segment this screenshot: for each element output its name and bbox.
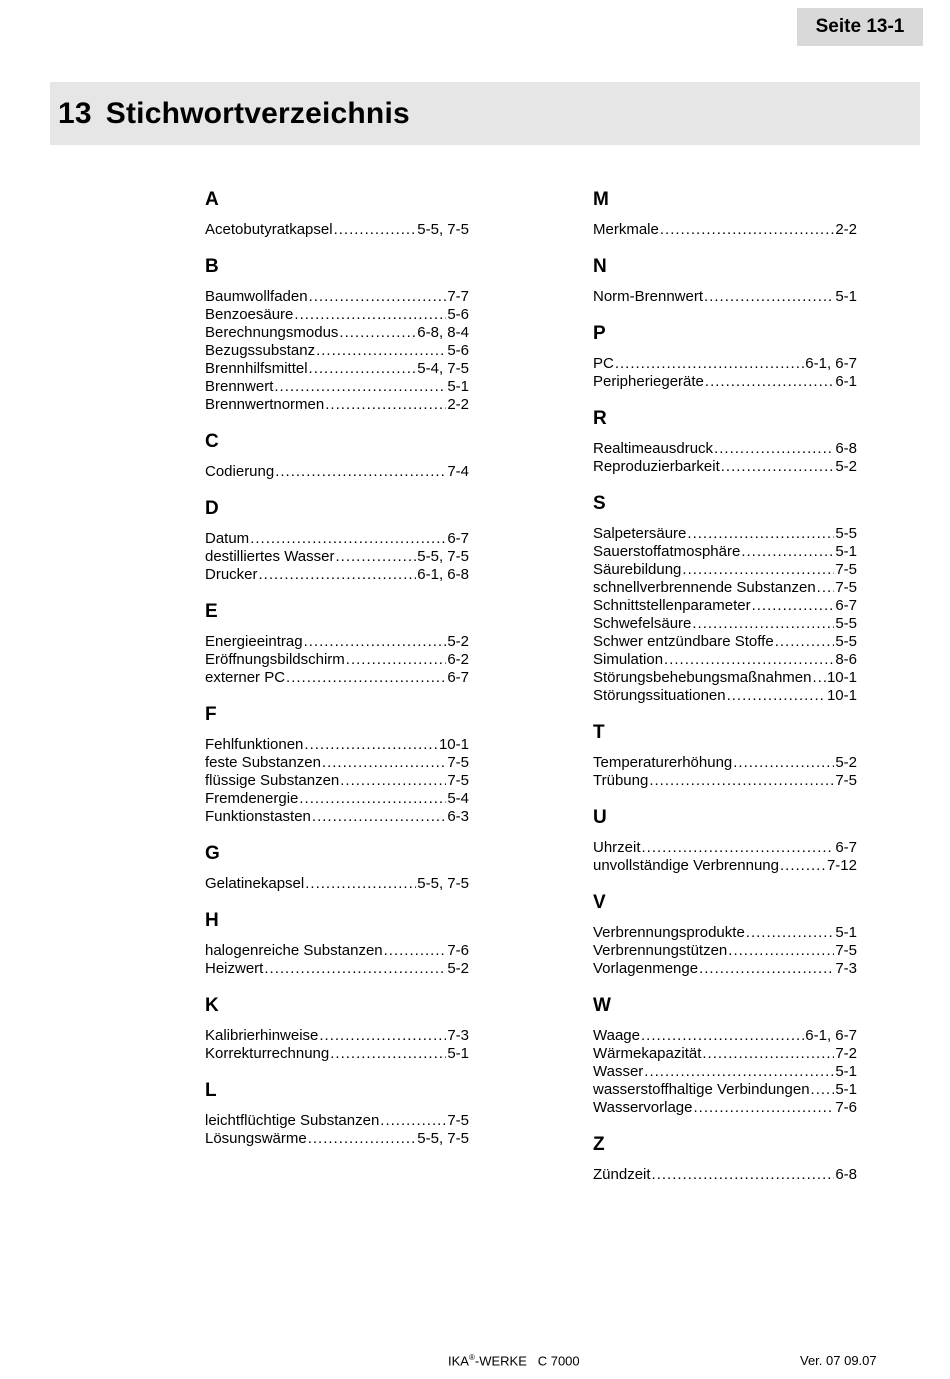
page-reference: 5-2 bbox=[447, 960, 469, 977]
dot-leader bbox=[780, 857, 826, 875]
dot-leader bbox=[682, 561, 834, 579]
dot-leader bbox=[812, 669, 825, 687]
page-reference: 6-2 bbox=[447, 651, 469, 668]
dot-leader bbox=[644, 1063, 834, 1081]
section-letter: A bbox=[205, 189, 219, 210]
dot-leader bbox=[687, 525, 834, 543]
page-reference: 5-1 bbox=[835, 288, 857, 305]
dot-leader bbox=[721, 458, 835, 476]
dot-leader bbox=[384, 942, 447, 960]
index-term: unvollständige Verbrennung bbox=[593, 857, 779, 874]
section-letter: N bbox=[593, 256, 607, 277]
index-term: Zündzeit bbox=[593, 1166, 651, 1183]
index-term: leichtflüchtige Substanzen bbox=[205, 1112, 380, 1129]
page-reference: 6-1 bbox=[835, 373, 857, 390]
index-entry bbox=[593, 221, 857, 239]
index-section-z bbox=[593, 1133, 857, 1184]
index-term: flüssige Substanzen bbox=[205, 772, 340, 789]
index-entry bbox=[205, 566, 469, 584]
dot-leader bbox=[334, 221, 417, 239]
index-term: Störungssituationen bbox=[593, 687, 726, 704]
dot-leader bbox=[699, 960, 834, 978]
index-entry bbox=[593, 1027, 857, 1045]
index-entry bbox=[205, 396, 469, 414]
page-reference: 7-2 bbox=[835, 1045, 857, 1062]
section-letter: P bbox=[593, 323, 606, 344]
index-section-f bbox=[205, 703, 469, 826]
dot-leader bbox=[305, 875, 416, 893]
section-letter: U bbox=[593, 807, 607, 828]
dot-leader bbox=[264, 960, 446, 978]
chapter-number: 13 bbox=[58, 96, 92, 130]
page-reference: 5-2 bbox=[835, 458, 857, 475]
dot-leader bbox=[775, 633, 835, 651]
page-reference: 5-1 bbox=[835, 1081, 857, 1098]
index-term: Baumwollfaden bbox=[205, 288, 308, 305]
dot-leader bbox=[312, 808, 446, 826]
index-term: Schwer entzündbare Stoffe bbox=[593, 633, 774, 650]
dot-leader bbox=[714, 440, 834, 458]
index-term: Verbrennungstützen bbox=[593, 942, 728, 959]
page-reference: 7-5 bbox=[447, 1112, 469, 1129]
index-term: externer PC bbox=[205, 669, 286, 686]
index-term: Realtimeausdruck bbox=[593, 440, 714, 457]
page-reference: 5-1 bbox=[835, 1063, 857, 1080]
section-letter: C bbox=[205, 431, 219, 452]
page-reference: 7-4 bbox=[447, 463, 469, 480]
page-reference: 7-5 bbox=[835, 942, 857, 959]
dot-leader bbox=[330, 1045, 446, 1063]
index-term: Brennhilfsmittel bbox=[205, 360, 308, 377]
index-term: Korrekturrechnung bbox=[205, 1045, 330, 1062]
index-section-p bbox=[593, 322, 857, 391]
dot-leader bbox=[752, 597, 835, 615]
page-reference: 7-5 bbox=[835, 579, 857, 596]
index-section-a bbox=[205, 188, 469, 239]
footer-version: Ver. 07 09.07 bbox=[800, 1353, 877, 1368]
page-reference: 7-5 bbox=[835, 561, 857, 578]
page-reference: 6-7 bbox=[835, 597, 857, 614]
index-entry bbox=[593, 1166, 857, 1184]
footer-brand: IKA bbox=[448, 1353, 469, 1369]
index-entry bbox=[593, 1045, 857, 1063]
index-entry bbox=[593, 543, 857, 561]
page-reference: 6-1, 6-7 bbox=[805, 1027, 857, 1044]
page-reference: 6-7 bbox=[447, 530, 469, 547]
index-term: Datum bbox=[205, 530, 250, 547]
page-reference: 6-1, 6-7 bbox=[805, 355, 857, 372]
index-section-n bbox=[593, 255, 857, 306]
section-letter: S bbox=[593, 493, 606, 514]
dot-leader bbox=[741, 543, 834, 561]
index-term: Verbrennungsprodukte bbox=[593, 924, 745, 941]
index-term: Säurebildung bbox=[593, 561, 682, 578]
section-letter: G bbox=[205, 843, 220, 864]
index-entry bbox=[593, 1081, 857, 1099]
dot-leader bbox=[275, 463, 446, 481]
index-entry bbox=[205, 875, 469, 893]
section-letter: M bbox=[593, 189, 609, 210]
index-term: feste Substanzen bbox=[205, 754, 321, 771]
index-section-d bbox=[205, 497, 469, 584]
footer-product bbox=[448, 1353, 580, 1368]
page-reference: 10-1 bbox=[826, 669, 857, 686]
page-reference: 5-5 bbox=[835, 615, 857, 632]
index-entry bbox=[205, 942, 469, 960]
index-term: Waage bbox=[593, 1027, 640, 1044]
dot-leader bbox=[325, 396, 446, 414]
index-entry bbox=[205, 736, 469, 754]
index-section-b bbox=[205, 255, 469, 414]
index-term: Vorlagenmenge bbox=[593, 960, 699, 977]
page-reference: 6-1, 6-8 bbox=[417, 566, 469, 583]
dot-leader bbox=[304, 633, 447, 651]
page-reference: 5-1 bbox=[835, 924, 857, 941]
index-term: Merkmale bbox=[593, 221, 659, 238]
index-entry bbox=[205, 342, 469, 360]
index-term: destilliertes Wasser bbox=[205, 548, 335, 565]
page-reference: 6-7 bbox=[835, 839, 857, 856]
index-entry bbox=[593, 579, 857, 597]
dot-leader bbox=[319, 1027, 446, 1045]
dot-leader bbox=[299, 790, 446, 808]
index-entry bbox=[205, 1027, 469, 1045]
footer-brand-suffix: -WERKE bbox=[474, 1353, 527, 1369]
section-letter: H bbox=[205, 910, 219, 931]
page-reference: 5-1 bbox=[447, 378, 469, 395]
footer-model: C 7000 bbox=[537, 1353, 580, 1369]
index-section-r bbox=[593, 407, 857, 476]
dot-leader bbox=[309, 288, 447, 306]
index-entry bbox=[205, 548, 469, 566]
index-entry bbox=[205, 1112, 469, 1130]
page-reference: 5-5 bbox=[835, 525, 857, 542]
index-term: Schwefelsäure bbox=[593, 615, 692, 632]
index-entry bbox=[205, 772, 469, 790]
index-entry bbox=[205, 306, 469, 324]
index-term: Peripheriegeräte bbox=[593, 373, 704, 390]
index-term: Eröffnungsbildschirm bbox=[205, 651, 345, 668]
chapter-title-bar bbox=[50, 82, 920, 145]
index-entry bbox=[205, 530, 469, 548]
page-reference: 7-5 bbox=[447, 754, 469, 771]
section-letter: K bbox=[205, 995, 219, 1016]
index-entry bbox=[593, 839, 857, 857]
index-entry bbox=[205, 1130, 469, 1148]
dot-leader bbox=[746, 924, 835, 942]
page-reference: 5-1 bbox=[835, 543, 857, 560]
index-term: Wasser bbox=[593, 1063, 644, 1080]
section-letter: F bbox=[205, 704, 217, 725]
index-entry bbox=[205, 960, 469, 978]
index-entry bbox=[593, 288, 857, 306]
index-term: Codierung bbox=[205, 463, 275, 480]
page-reference: 6-8, 8-4 bbox=[417, 324, 469, 341]
index-term: Gelatinekapsel bbox=[205, 875, 305, 892]
index-term: Lösungswärme bbox=[205, 1130, 307, 1147]
index-entry bbox=[593, 597, 857, 615]
page-reference: 5-5, 7-5 bbox=[417, 875, 469, 892]
index-term: Brennwertnormen bbox=[205, 396, 325, 413]
dot-leader bbox=[817, 579, 835, 597]
section-letter: Z bbox=[593, 1134, 605, 1155]
dot-leader bbox=[259, 566, 417, 584]
dot-leader bbox=[304, 736, 438, 754]
index-column-left bbox=[205, 188, 469, 1164]
dot-leader bbox=[693, 1099, 834, 1117]
index-term: Salpetersäure bbox=[593, 525, 687, 542]
index-entry bbox=[593, 772, 857, 790]
index-entry bbox=[205, 288, 469, 306]
page-reference: 5-4, 7-5 bbox=[417, 360, 469, 377]
index-term: Störungsbehebungsmaßnahmen bbox=[593, 669, 812, 686]
section-letter: V bbox=[593, 892, 606, 913]
dot-leader bbox=[705, 373, 834, 391]
page-reference: 5-5, 7-5 bbox=[417, 548, 469, 565]
index-column-right bbox=[593, 188, 857, 1200]
index-entry bbox=[593, 669, 857, 687]
index-term: Reproduzierbarkeit bbox=[593, 458, 720, 475]
page-reference: 5-2 bbox=[835, 754, 857, 771]
page-reference: 5-5, 7-5 bbox=[417, 1130, 469, 1147]
registered-mark: ® bbox=[468, 1353, 475, 1362]
index-entry bbox=[205, 669, 469, 687]
index-entry bbox=[205, 651, 469, 669]
index-entry bbox=[205, 360, 469, 378]
index-section-g bbox=[205, 842, 469, 893]
dot-leader bbox=[309, 360, 417, 378]
index-section-m bbox=[593, 188, 857, 239]
dot-leader bbox=[316, 342, 446, 360]
page-reference: 5-1 bbox=[447, 1045, 469, 1062]
page-reference: 6-8 bbox=[835, 1166, 857, 1183]
page-reference: 7-5 bbox=[447, 772, 469, 789]
dot-leader bbox=[660, 221, 834, 239]
page-reference: 7-6 bbox=[835, 1099, 857, 1116]
index-term: Drucker bbox=[205, 566, 258, 583]
index-section-u bbox=[593, 806, 857, 875]
index-entry bbox=[205, 633, 469, 651]
page-reference: 6-7 bbox=[447, 669, 469, 686]
index-entry bbox=[205, 378, 469, 396]
index-entry bbox=[593, 1063, 857, 1081]
index-term: Heizwert bbox=[205, 960, 264, 977]
index-term: Fremdenergie bbox=[205, 790, 299, 807]
index-section-c bbox=[205, 430, 469, 481]
page-reference: 5-6 bbox=[447, 306, 469, 323]
dot-leader bbox=[727, 687, 826, 705]
section-letter: B bbox=[205, 256, 219, 277]
index-term: Temperaturerhöhung bbox=[593, 754, 733, 771]
dot-leader bbox=[615, 355, 804, 373]
index-entry bbox=[593, 561, 857, 579]
index-entry bbox=[205, 1045, 469, 1063]
dot-leader bbox=[322, 754, 446, 772]
dot-leader bbox=[652, 1166, 835, 1184]
index-entry bbox=[593, 942, 857, 960]
page-reference: 2-2 bbox=[447, 396, 469, 413]
section-letter: W bbox=[593, 995, 611, 1016]
index-term: Benzoesäure bbox=[205, 306, 294, 323]
index-entry bbox=[593, 373, 857, 391]
dot-leader bbox=[294, 306, 446, 324]
dot-leader bbox=[340, 772, 446, 790]
index-entry bbox=[593, 440, 857, 458]
page-reference: 7-6 bbox=[447, 942, 469, 959]
index-section-s bbox=[593, 492, 857, 705]
index-term: Energieeintrag bbox=[205, 633, 303, 650]
index-term: Funktionstasten bbox=[205, 808, 311, 825]
index-entry bbox=[593, 633, 857, 651]
index-entry bbox=[593, 458, 857, 476]
page-reference: 10-1 bbox=[438, 736, 469, 753]
dot-leader bbox=[286, 669, 446, 687]
index-section-h bbox=[205, 909, 469, 978]
dot-leader bbox=[664, 651, 834, 669]
index-term: Acetobutyratkapsel bbox=[205, 221, 333, 238]
index-entry bbox=[593, 924, 857, 942]
index-entry bbox=[593, 525, 857, 543]
index-term: schnellverbrennende Substanzen bbox=[593, 579, 816, 596]
index-section-t bbox=[593, 721, 857, 790]
index-term: Fehlfunktionen bbox=[205, 736, 304, 753]
index-term: Sauerstoffatmosphäre bbox=[593, 543, 741, 560]
index-entry bbox=[593, 687, 857, 705]
index-section-l bbox=[205, 1079, 469, 1148]
page-reference: 5-5 bbox=[835, 633, 857, 650]
page-reference: 7-3 bbox=[835, 960, 857, 977]
page-reference: 5-5, 7-5 bbox=[417, 221, 469, 238]
index-term: Wärmekapazität bbox=[593, 1045, 702, 1062]
index-term: Berechnungsmodus bbox=[205, 324, 339, 341]
index-term: wasserstoffhaltige Verbindungen bbox=[593, 1081, 810, 1098]
index-section-k bbox=[205, 994, 469, 1063]
index-entry bbox=[205, 463, 469, 481]
dot-leader bbox=[339, 324, 416, 342]
page-reference: 7-5 bbox=[835, 772, 857, 789]
index-entry bbox=[205, 221, 469, 239]
index-entry bbox=[205, 754, 469, 772]
page-reference: 6-3 bbox=[447, 808, 469, 825]
page-reference: 2-2 bbox=[835, 221, 857, 238]
index-entry bbox=[593, 615, 857, 633]
index-term: Brennwert bbox=[205, 378, 274, 395]
index-term: Schnittstellenparameter bbox=[593, 597, 751, 614]
dot-leader bbox=[811, 1081, 835, 1099]
index-term: Wasservorlage bbox=[593, 1099, 693, 1116]
index-entry bbox=[593, 857, 857, 875]
dot-leader bbox=[346, 651, 447, 669]
index-term: Uhrzeit bbox=[593, 839, 641, 856]
dot-leader bbox=[642, 839, 835, 857]
index-term: Bezugssubstanz bbox=[205, 342, 316, 359]
page-reference: 7-7 bbox=[447, 288, 469, 305]
dot-leader bbox=[274, 378, 446, 396]
dot-leader bbox=[728, 942, 834, 960]
index-entry bbox=[593, 960, 857, 978]
index-term: Kalibrierhinweise bbox=[205, 1027, 319, 1044]
index-section-e bbox=[205, 600, 469, 687]
dot-leader bbox=[250, 530, 446, 548]
dot-leader bbox=[733, 754, 834, 772]
index-term: Trübung bbox=[593, 772, 649, 789]
index-term: halogenreiche Substanzen bbox=[205, 942, 383, 959]
index-section-w bbox=[593, 994, 857, 1117]
page-reference: 8-6 bbox=[835, 651, 857, 668]
index-entry bbox=[593, 1099, 857, 1117]
index-entry bbox=[593, 754, 857, 772]
page-reference: 6-8 bbox=[835, 440, 857, 457]
index-term: Norm-Brennwert bbox=[593, 288, 704, 305]
page-reference: 10-1 bbox=[826, 687, 857, 704]
index-term: PC bbox=[593, 355, 614, 372]
index-entry bbox=[593, 651, 857, 669]
dot-leader bbox=[335, 548, 416, 566]
section-letter: L bbox=[205, 1080, 217, 1101]
index-entry bbox=[205, 790, 469, 808]
index-entry bbox=[205, 808, 469, 826]
index-section-v bbox=[593, 891, 857, 978]
dot-leader bbox=[649, 772, 834, 790]
dot-leader bbox=[704, 288, 834, 306]
section-letter: R bbox=[593, 408, 607, 429]
dot-leader bbox=[641, 1027, 804, 1045]
index-term: Simulation bbox=[593, 651, 664, 668]
dot-leader bbox=[308, 1130, 417, 1148]
index-entry bbox=[205, 324, 469, 342]
dot-leader bbox=[692, 615, 834, 633]
page-reference: 7-3 bbox=[447, 1027, 469, 1044]
page-number-tab: Seite 13-1 bbox=[797, 8, 923, 46]
section-letter: T bbox=[593, 722, 605, 743]
page-reference: 7-12 bbox=[826, 857, 857, 874]
dot-leader bbox=[380, 1112, 446, 1130]
page-reference: 5-4 bbox=[447, 790, 469, 807]
dot-leader bbox=[702, 1045, 834, 1063]
page-reference: 5-2 bbox=[447, 633, 469, 650]
index-entry bbox=[593, 355, 857, 373]
chapter-title: Stichwortverzeichnis bbox=[105, 96, 410, 130]
page-reference: 5-6 bbox=[447, 342, 469, 359]
section-letter: E bbox=[205, 601, 218, 622]
section-letter: D bbox=[205, 498, 219, 519]
